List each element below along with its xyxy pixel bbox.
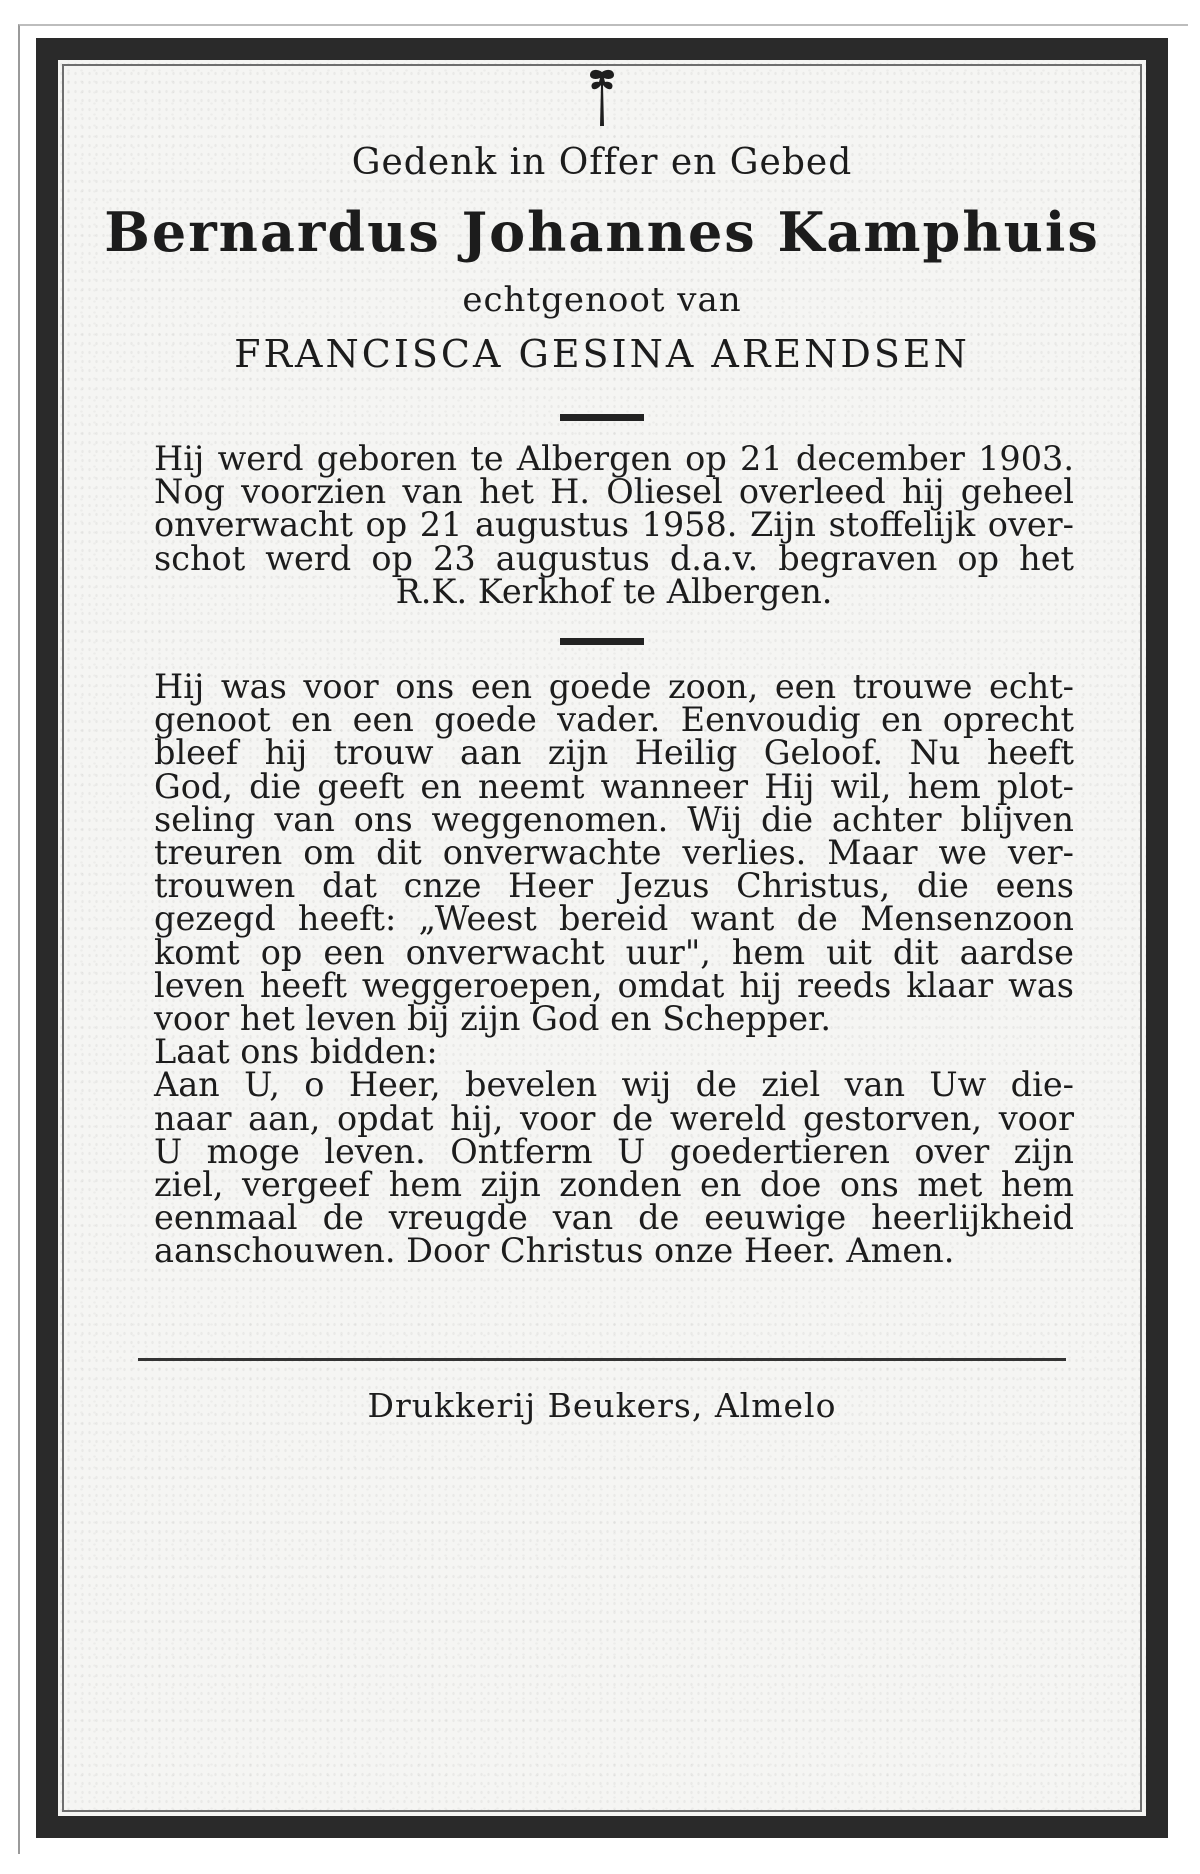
prayer-line: aanschouwen. Door Christus onze Heer. Amen.	[154, 1231, 955, 1271]
tribute-line: Hij was voor ons een goede zoon, een trouwe echt-	[154, 667, 1074, 706]
spouse-name: FRANCISCA GESINA ARENDSEN	[234, 332, 970, 376]
tribute-paragraph	[154, 667, 1074, 1271]
printer-credit: Drukkerij Beukers, Almelo	[367, 1386, 837, 1425]
biography-line: onverwacht op 21 augustus 1958. Zijn stoffelijk over-	[154, 505, 1074, 545]
tribute-line: God, die geeft en neemt wanneer Hij wil, hem plot-	[154, 766, 1074, 806]
divider-ornament	[560, 414, 644, 421]
biography-line: Nog voorzien van het H. Oliesel overleed hij geheel	[154, 472, 1074, 512]
prayer-line: ziel, vergeef hem zijn zonden en doe ons met hem	[154, 1165, 1074, 1205]
biography-line: R.K. Kerkhof te Albergen.	[395, 571, 833, 611]
tribute-line: trouwen dat cnze Heer Jezus Christus, die eens	[154, 866, 1074, 906]
memorial-card	[36, 38, 1168, 1838]
tribute-line: bleef hij trouw aan zijn Heilig Geloof. Nu heeft	[154, 733, 1074, 773]
footer-rule	[138, 1358, 1066, 1361]
biography-paragraph	[154, 439, 1074, 611]
tribute-line: voor het leven bij zijn God en Schepper.	[154, 999, 832, 1039]
cross-icon	[580, 68, 624, 130]
prayer-line: eenmaal de vreugde van de eeuwige heerlijkheid	[154, 1198, 1074, 1238]
prayer-line: Aan U, o Heer, bevelen wij de ziel van Uw die-	[154, 1065, 1074, 1105]
deceased-name: Bernardus Johannes Kamphuis	[104, 200, 1100, 264]
prayer-line: naar aan, opdat hij, voor de wereld gestorven, voor	[154, 1098, 1074, 1138]
tribute-line: komt op een onverwacht uur", hem uit dit aardse	[154, 932, 1074, 972]
biography-line: Hij werd geboren te Albergen op 21 december 1903.	[154, 439, 1074, 478]
tribute-line: seling van ons weggenomen. Wij die achter blijven	[154, 799, 1074, 839]
prayer-line: U moge leven. Ontferm U goedertieren over zijn	[154, 1131, 1074, 1171]
heading: Gedenk in Offer en Gebed	[351, 142, 853, 183]
spouse-label: echtgenoot van	[462, 280, 742, 320]
tribute-line: genoot en een goede vader. Eenvoudig en oprecht	[154, 700, 1074, 740]
prayer-intro-line: Laat ons bidden:	[154, 1032, 438, 1072]
divider-ornament	[560, 638, 644, 645]
tribute-line: gezegd heeft: „Weest bereid want de Mensenzoon	[154, 899, 1074, 939]
tribute-line: treuren om dit onverwachte verlies. Maar we ver-	[154, 833, 1074, 873]
biography-line: schot werd op 23 augustus d.a.v. begraven op het	[154, 538, 1074, 578]
tribute-line: leven heeft weggeroepen, omdat hij reeds klaar was	[154, 965, 1074, 1005]
